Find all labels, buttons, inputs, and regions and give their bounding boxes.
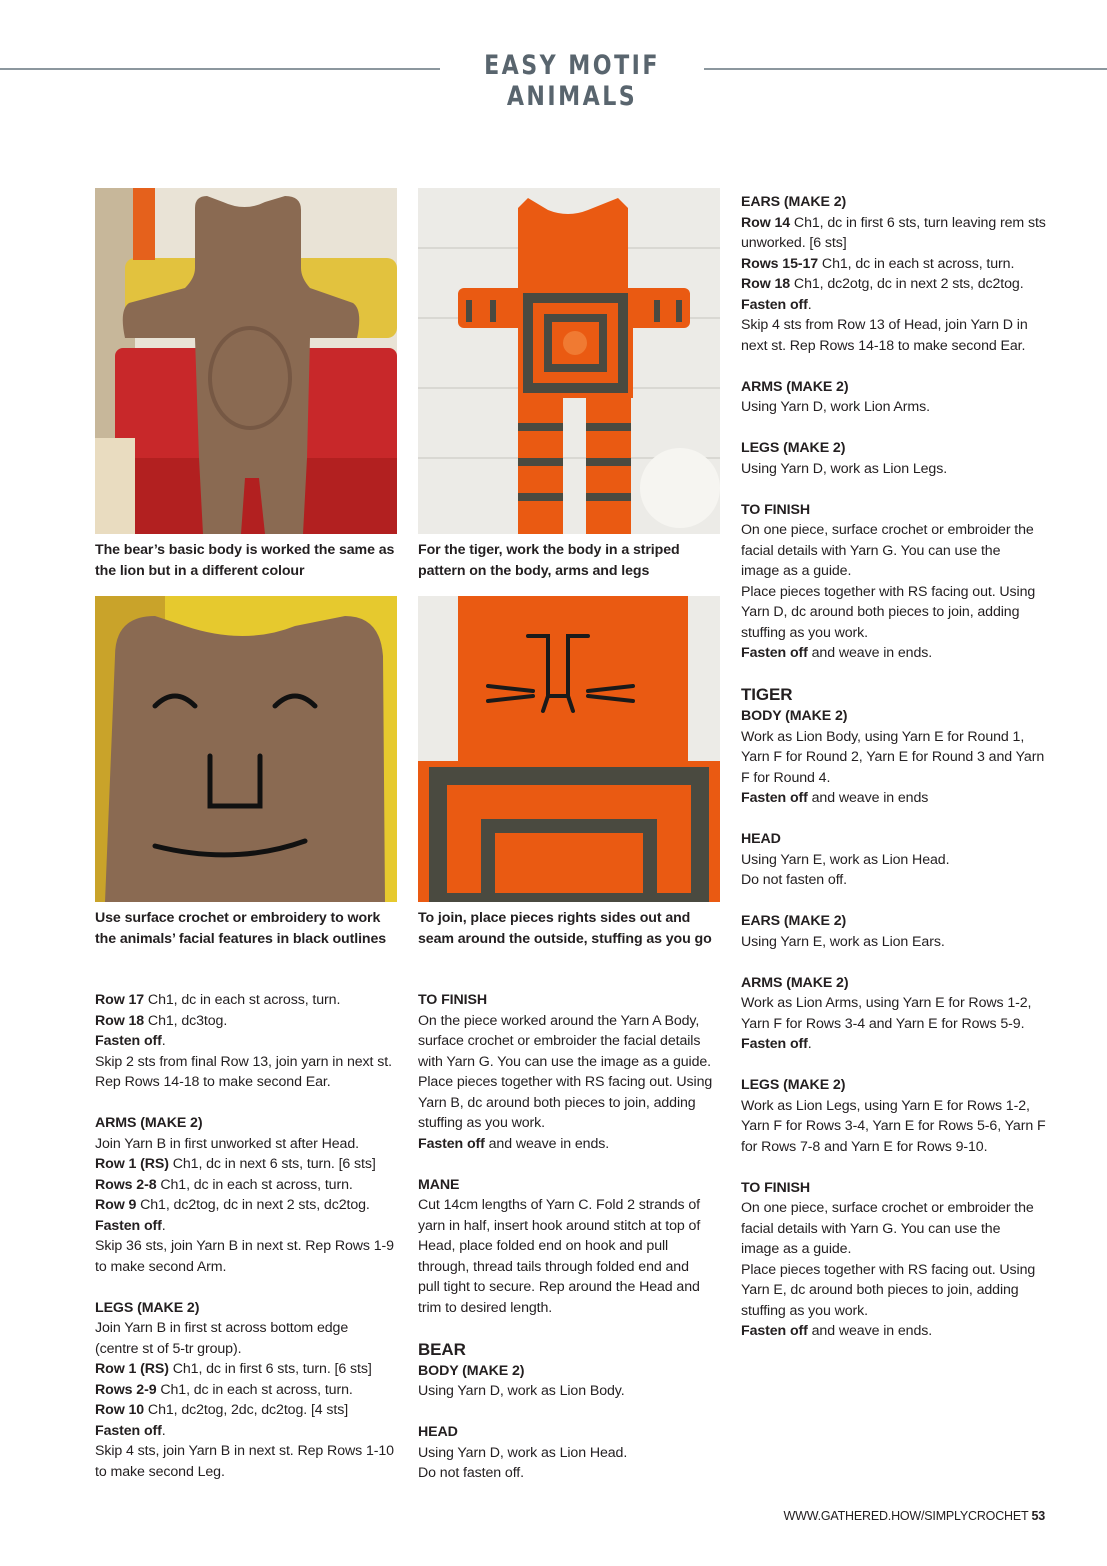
instruction-line	[741, 643, 1061, 664]
instruction-text: Yarn B, dc around both pieces to join, adding	[418, 1094, 696, 1111]
instruction-text: trim to desired length.	[418, 1299, 553, 1316]
instruction-text: Join Yarn B in first st across bottom edge	[95, 1320, 349, 1336]
column-1	[95, 990, 405, 1482]
spacer	[418, 1318, 728, 1339]
instruction-line	[418, 1011, 728, 1032]
instruction-text: to make second Leg.	[95, 1463, 225, 1480]
instruction-text: through, thread tails through folded end and	[418, 1258, 689, 1275]
instruction-text: (centre st of 5-tr group).	[95, 1340, 242, 1357]
instruction-line	[95, 1216, 405, 1237]
instruction-text: Place pieces together with RS facing out. Using	[741, 1261, 1036, 1278]
instruction-text: pull tight to secure. Rep around the Head and	[418, 1279, 700, 1295]
instruction-line	[741, 1280, 1061, 1301]
instruction-line	[741, 520, 1061, 541]
instruction-text: stuffing as you work.	[741, 624, 868, 641]
instruction-text: .	[807, 296, 812, 313]
instruction-label: Rows 15-17	[741, 255, 819, 272]
spacer	[741, 952, 1061, 973]
caption-face: Use surface crochet or embroidery to work the animals’ facial features in black outlines	[95, 910, 387, 947]
instruction-text: Yarn E, dc around both pieces to join, adding	[741, 1282, 1019, 1298]
instruction-line	[418, 1052, 728, 1073]
spacer	[741, 356, 1061, 377]
instruction-label: Row 10	[95, 1402, 145, 1418]
instruction-text: next st. Rep Rows 14-18 to make second Ear.	[741, 337, 1026, 354]
spacer	[741, 1055, 1061, 1076]
subheading: MANE	[418, 1176, 460, 1193]
caption-join: To join, place pieces rights sides out and seam around the outside, stuffing as you go	[418, 910, 712, 947]
instruction-label: Fasten off	[95, 1217, 162, 1234]
instruction-line	[95, 1359, 405, 1380]
instruction-text: and weave in ends.	[807, 1323, 933, 1339]
instruction-text: image as a guide.	[741, 1241, 852, 1257]
instruction-label: Fasten off	[741, 645, 808, 661]
instruction-label: Row 14	[741, 214, 791, 231]
section-heading: BEAR	[418, 1339, 466, 1359]
subheading: ARMS (MAKE 2)	[95, 1115, 203, 1131]
instruction-line	[741, 541, 1061, 562]
instruction-text: Skip 4 sts, join Yarn B in next st. Rep Rows 1-10	[95, 1443, 394, 1459]
instruction-line	[418, 1093, 728, 1114]
instruction-text: Using Yarn D, work Lion Arms.	[741, 399, 930, 415]
instruction-line	[95, 1236, 405, 1257]
instruction-line	[418, 1257, 728, 1278]
instruction-text: Skip 4 sts from Row 13 of Head, join Yarn D in	[741, 317, 1028, 333]
instruction-label: Fasten off	[741, 296, 808, 313]
instruction-line	[741, 254, 1061, 275]
spacer	[95, 1277, 405, 1298]
footer-url: WWW.GATHERED.HOW/SIMPLYCROCHET	[783, 1509, 1029, 1523]
instruction-line	[418, 1277, 728, 1298]
instruction-text: F for Round 4.	[741, 769, 831, 786]
instruction-line	[95, 1154, 405, 1175]
instruction-text: Using Yarn D, work as Lion Body.	[418, 1383, 625, 1399]
instruction-text: Ch1, dc in each st across, turn.	[818, 255, 1015, 272]
instruction-line	[741, 561, 1061, 582]
instruction-text: Rep Rows 14-18 to make second Ear.	[95, 1074, 331, 1090]
instruction-line	[95, 1072, 405, 1093]
instruction-line	[741, 993, 1061, 1014]
instruction-text: Yarn F for Round 2, Yarn E for Round 3 and Yarn	[741, 749, 1045, 765]
subheading: HEAD	[418, 1424, 458, 1440]
bear-photo	[95, 188, 397, 534]
instruction-label: Rows 2-8	[95, 1176, 157, 1193]
instruction-line	[95, 1195, 405, 1216]
instruction-line	[741, 1239, 1061, 1260]
instruction-line	[741, 336, 1061, 357]
instruction-label: Row 1 (RS)	[95, 1156, 169, 1172]
instruction-text: Ch1, dc in each st across, turn.	[156, 1381, 353, 1398]
subheading: BODY (MAKE 2)	[741, 708, 848, 724]
instruction-line	[95, 990, 405, 1011]
instruction-line	[741, 1301, 1061, 1322]
instruction-line	[418, 1463, 728, 1484]
subheading: TO FINISH	[741, 1179, 810, 1196]
instruction-text: Ch1, dc2tog, dc in next 2 sts, dc2tog.	[136, 1197, 370, 1213]
instruction-line	[741, 788, 1061, 809]
spacer	[741, 1157, 1061, 1178]
instruction-line	[95, 1175, 405, 1196]
instruction-label: Fasten off	[418, 1135, 485, 1152]
instruction-label: Row 18	[95, 1012, 145, 1029]
instruction-text: Ch1, dc in next 6 sts, turn. [6 sts]	[168, 1156, 376, 1172]
instruction-text: facial details with Yarn G. You can use the	[741, 542, 1001, 559]
instruction-text: yarn in half, insert hook around stitch at top of	[418, 1217, 701, 1234]
subheading: EARS (MAKE 2)	[741, 194, 847, 210]
instruction-label: Row 18	[741, 276, 791, 292]
instruction-text: Head, place folded end on hook and pull	[418, 1238, 669, 1254]
instruction-line	[418, 1381, 728, 1402]
instruction-text: .	[807, 1036, 812, 1052]
subheading: LEGS (MAKE 2)	[741, 1077, 846, 1093]
instruction-line	[95, 1380, 405, 1401]
spacer	[741, 418, 1061, 439]
column-3	[741, 192, 1061, 1342]
subheading: BODY (MAKE 2)	[418, 1362, 525, 1379]
instruction-line	[418, 1216, 728, 1237]
instruction-label: Row 17	[95, 992, 145, 1008]
spacer	[418, 1154, 728, 1175]
instruction-line	[418, 1236, 728, 1257]
section-heading: TIGER	[741, 685, 793, 704]
instruction-line	[741, 233, 1061, 254]
instruction-text: and weave in ends.	[484, 1135, 610, 1152]
instruction-text: Skip 2 sts from final Row 13, join yarn in next st.	[95, 1053, 392, 1070]
instruction-text: Work as Lion Legs, using Yarn E for Rows 1-2,	[741, 1097, 1030, 1114]
subheading: LEGS (MAKE 2)	[741, 440, 846, 456]
instruction-text: image as a guide.	[741, 563, 852, 579]
instruction-line	[95, 1339, 405, 1360]
instruction-text: Ch1, dc3tog.	[144, 1012, 228, 1029]
instruction-line	[741, 213, 1061, 234]
instruction-line	[741, 1014, 1061, 1035]
instruction-line	[741, 1321, 1061, 1342]
instruction-text: Ch1, dc in each st across, turn.	[156, 1176, 353, 1193]
instruction-line	[95, 1441, 405, 1462]
instruction-text: Work as Lion Body, using Yarn E for Round 1,	[741, 728, 1025, 745]
bear-face-photo	[95, 596, 397, 902]
spacer	[95, 1093, 405, 1114]
instruction-label: Fasten off	[95, 1422, 162, 1439]
instruction-line	[741, 397, 1061, 418]
page-number: 53	[1031, 1509, 1045, 1523]
instruction-text: unworked. [6 sts]	[741, 235, 847, 251]
instruction-line	[418, 1031, 728, 1052]
instruction-text: stuffing as you work.	[741, 1302, 868, 1319]
instruction-line	[741, 768, 1061, 789]
instruction-text: Yarn D, dc around both pieces to join, adding	[741, 604, 1020, 620]
spacer	[741, 664, 1061, 685]
subheading: LEGS (MAKE 2)	[95, 1299, 200, 1316]
tiger-photo	[418, 188, 720, 534]
instruction-line	[418, 1195, 728, 1216]
instruction-text: Yarn F for Rows 3-4, Yarn E for Rows 5-6, Yarn F	[741, 1118, 1046, 1134]
instruction-line	[741, 1198, 1061, 1219]
instruction-line	[418, 1113, 728, 1134]
instruction-text: Work as Lion Arms, using Yarn E for Rows 1-2,	[741, 995, 1032, 1011]
instruction-line	[741, 1260, 1061, 1281]
instruction-line	[741, 582, 1061, 603]
instruction-line	[95, 1462, 405, 1483]
subheading: EARS (MAKE 2)	[741, 913, 847, 929]
instruction-line	[95, 1257, 405, 1278]
instruction-line	[741, 274, 1061, 295]
instruction-text: for Rows 7-8 and Yarn E for Rows 9-10.	[741, 1138, 988, 1155]
instruction-text: surface crochet or embroider the facial details	[418, 1033, 701, 1049]
instruction-text: Ch1, dc in first 6 sts, turn leaving rem sts	[790, 214, 1046, 231]
instruction-label: Fasten off	[741, 1323, 808, 1339]
instruction-label: Row 9	[95, 1197, 137, 1213]
instruction-text: Place pieces together with RS facing out. Using	[741, 583, 1036, 600]
instruction-line	[741, 315, 1061, 336]
instruction-text: Cut 14cm lengths of Yarn C. Fold 2 strands of	[418, 1197, 701, 1213]
instruction-line	[741, 459, 1061, 480]
instruction-line	[741, 747, 1061, 768]
instruction-text: On one piece, surface crochet or embroider the	[741, 522, 1034, 538]
instruction-text: .	[161, 1422, 166, 1439]
instruction-line	[95, 1318, 405, 1339]
spacer	[741, 479, 1061, 500]
spacer	[741, 891, 1061, 912]
instruction-line	[741, 870, 1061, 891]
instruction-line	[741, 1034, 1061, 1055]
instruction-text: Ch1, dc in each st across, turn.	[144, 992, 341, 1008]
instruction-line	[418, 1443, 728, 1464]
instruction-line	[95, 1400, 405, 1421]
tiger-face-photo	[418, 596, 720, 902]
instruction-text: Ch1, dc2tog, 2dc, dc2tog. [4 sts]	[144, 1402, 349, 1418]
instruction-text: .	[161, 1217, 166, 1234]
subheading: ARMS (MAKE 2)	[741, 974, 849, 991]
header-rule-right	[704, 68, 1107, 70]
instruction-line	[741, 850, 1061, 871]
instruction-text: Ch1, dc in first 6 sts, turn. [6 sts]	[168, 1361, 372, 1377]
caption-tiger-body: For the tiger, work the body in a striped pattern on the body, arms and legs	[418, 542, 680, 579]
spacer	[741, 809, 1061, 830]
instruction-line	[741, 1116, 1061, 1137]
instruction-line	[418, 1298, 728, 1319]
instruction-line	[741, 602, 1061, 623]
instruction-line	[418, 1134, 728, 1155]
instruction-line	[741, 623, 1061, 644]
instruction-line	[95, 1031, 405, 1052]
instruction-line	[741, 295, 1061, 316]
instruction-text: with Yarn G. You can use the image as a guide.	[418, 1053, 712, 1070]
instruction-text: Using Yarn E, work as Lion Ears.	[741, 933, 945, 950]
instruction-line	[418, 1072, 728, 1093]
subheading: TO FINISH	[418, 992, 487, 1008]
subheading: TO FINISH	[741, 501, 810, 518]
instruction-text: and weave in ends	[807, 790, 929, 806]
instruction-line	[95, 1421, 405, 1442]
instruction-line	[95, 1052, 405, 1073]
instruction-label: Rows 2-9	[95, 1381, 157, 1398]
instruction-line	[95, 1011, 405, 1032]
subheading: ARMS (MAKE 2)	[741, 378, 849, 395]
instruction-text: Do not fasten off.	[741, 872, 847, 888]
instruction-text: facial details with Yarn G. You can use the	[741, 1220, 1001, 1237]
instruction-text: On one piece, surface crochet or embroider the	[741, 1200, 1034, 1216]
header-rule-left	[0, 68, 440, 70]
spacer	[418, 1402, 728, 1423]
instruction-text: Yarn F for Rows 3-4 and Yarn E for Rows 5-9.	[741, 1015, 1025, 1032]
instruction-label: Row 1 (RS)	[95, 1361, 169, 1377]
instruction-line	[741, 1219, 1061, 1240]
instruction-text: Join Yarn B in first unworked st after Head.	[95, 1135, 359, 1152]
instruction-text: Using Yarn E, work as Lion Head.	[741, 851, 950, 868]
instruction-text: .	[161, 1033, 166, 1049]
instruction-text: to make second Arm.	[95, 1258, 227, 1275]
instruction-text: Do not fasten off.	[418, 1465, 524, 1481]
instruction-label: Fasten off	[95, 1033, 162, 1049]
instruction-line	[741, 1096, 1061, 1117]
instruction-text: Skip 36 sts, join Yarn B in next st. Rep Rows 1-9	[95, 1238, 394, 1254]
column-2	[418, 990, 728, 1484]
instruction-line	[741, 932, 1061, 953]
instruction-text: and weave in ends.	[807, 645, 933, 661]
page-title: EASY MOTIF ANIMALS	[484, 50, 660, 112]
instruction-text: stuffing as you work.	[418, 1115, 545, 1131]
instruction-text: Using Yarn D, work as Lion Legs.	[741, 460, 948, 477]
instruction-text: Using Yarn D, work as Lion Head.	[418, 1444, 628, 1461]
instruction-label: Fasten off	[741, 1036, 808, 1052]
instruction-text: Ch1, dc2otg, dc in next 2 sts, dc2tog.	[790, 276, 1024, 292]
instruction-line	[95, 1134, 405, 1155]
subheading: HEAD	[741, 831, 781, 847]
instruction-text: Place pieces together with RS facing out. Using	[418, 1074, 713, 1090]
instruction-line	[741, 1137, 1061, 1158]
caption-bear-body: The bear’s basic body is worked the same as the lion but in a different colour	[95, 542, 395, 579]
footer	[784, 1509, 1046, 1523]
instruction-text: On the piece worked around the Yarn A Body,	[418, 1012, 700, 1029]
instruction-label: Fasten off	[741, 790, 808, 806]
instruction-line	[741, 727, 1061, 748]
